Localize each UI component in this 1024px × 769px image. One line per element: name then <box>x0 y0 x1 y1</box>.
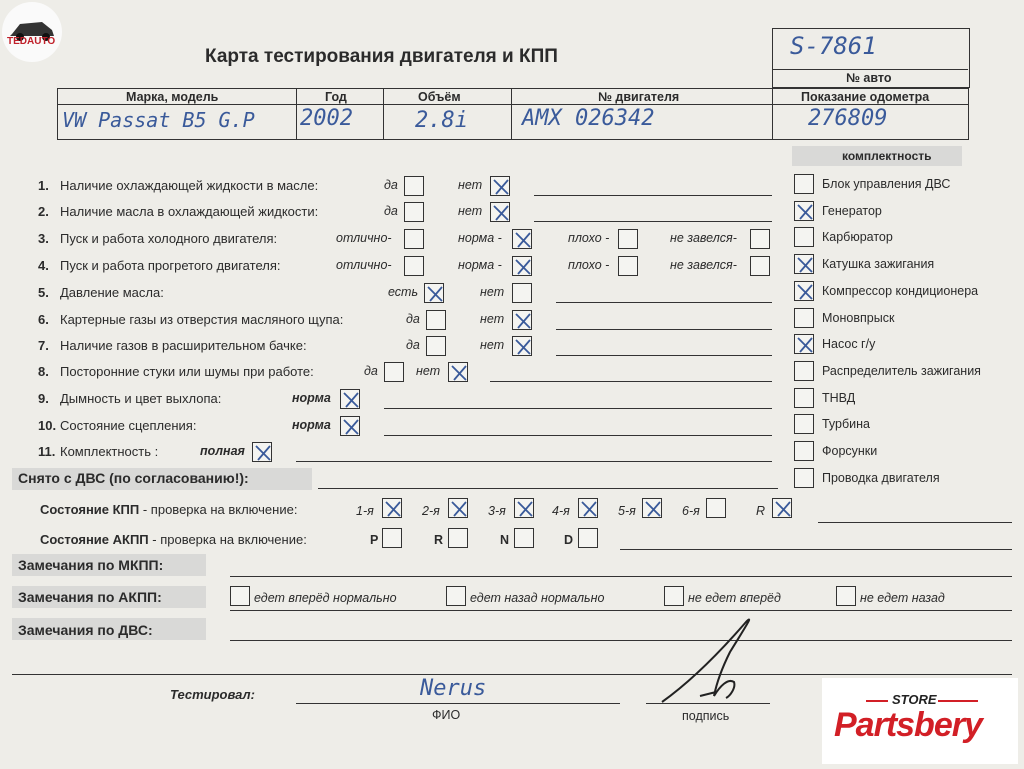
item-option: плохо - <box>568 258 610 272</box>
tedauto-text: TEDAUTO <box>7 36 56 47</box>
completeness-label: Насос г/у <box>822 337 876 352</box>
check-mark-icon <box>795 335 815 355</box>
value-odometer: 276809 <box>808 106 888 131</box>
value-engine-no: AMX 026342 <box>522 106 655 131</box>
akpp-mode-checkbox[interactable] <box>578 528 598 548</box>
value-volume: 2.8i <box>415 108 468 133</box>
item-option: да <box>406 338 420 352</box>
item-checkbox[interactable] <box>490 202 510 222</box>
completeness-label: Моновпрыск <box>822 310 895 325</box>
akpp-row <box>40 532 307 547</box>
kpp-gear-label: 5-я <box>618 504 636 518</box>
akpp-remark-label: не едет вперёд <box>688 591 781 605</box>
item-checkbox[interactable] <box>448 362 468 382</box>
item-option: нет <box>480 338 505 352</box>
header-engine-no: № двигателя <box>598 90 680 104</box>
completeness-checkbox[interactable] <box>794 227 814 247</box>
item-option: норма <box>292 418 331 432</box>
completeness-label: Генератор <box>822 203 882 218</box>
completeness-checkbox[interactable] <box>794 201 814 221</box>
kpp-gear-label: 1-я <box>356 504 374 518</box>
item-text: Картерные газы из отверстия масляного щупа: <box>60 312 344 327</box>
check-mark-icon <box>449 363 469 383</box>
item-option: отлично- <box>336 231 392 245</box>
item-number: 2. <box>38 204 49 219</box>
item-option: норма - <box>458 231 502 245</box>
akpp-remark-label: едет вперёд нормально <box>254 591 397 605</box>
item-option: полная <box>200 444 245 458</box>
akpp-mode-checkbox[interactable] <box>382 528 402 548</box>
completeness-checkbox[interactable] <box>794 281 814 301</box>
item-number: 10. <box>38 418 57 433</box>
akpp-remark-checkbox[interactable] <box>664 586 684 606</box>
item-checkbox[interactable] <box>404 229 424 249</box>
item-checkbox[interactable] <box>252 442 272 462</box>
item-checkbox[interactable] <box>750 256 770 276</box>
kpp-gear-label: 4-я <box>552 504 570 518</box>
item-option: есть <box>388 285 419 299</box>
kpp-gear-checkbox[interactable] <box>706 498 726 518</box>
item-checkbox[interactable] <box>404 176 424 196</box>
item-checkbox[interactable] <box>384 362 404 382</box>
check-mark-icon <box>491 177 511 197</box>
item-checkbox[interactable] <box>404 202 424 222</box>
item-checkbox[interactable] <box>426 310 446 330</box>
completeness-checkbox[interactable] <box>794 441 814 461</box>
check-mark-icon <box>491 203 511 223</box>
remarks-akpp-label: Замечания по АКПП: <box>18 589 162 605</box>
kpp-gear-checkbox[interactable] <box>578 498 598 518</box>
completeness-label: Проводка двигателя <box>822 470 940 485</box>
item-option: норма - <box>458 258 502 272</box>
item-option: да <box>384 178 398 192</box>
tester-name: Nerus <box>420 676 487 701</box>
completeness-label: Карбюратор <box>822 230 893 245</box>
akpp-mode-label: P <box>370 533 379 547</box>
header-year: Год <box>325 90 347 104</box>
item-option: нет <box>480 312 505 326</box>
item-text: Пуск и работа холодного двигателя: <box>60 231 278 246</box>
item-text: Состояние сцепления: <box>60 418 197 433</box>
remarks-mkpp-label: Замечания по МКПП: <box>18 557 164 573</box>
completeness-label: Катушка зажигания <box>822 257 935 272</box>
removed-label: Снято с ДВС (по согласованию!): <box>18 470 249 486</box>
signature-icon <box>650 612 770 712</box>
item-checkbox[interactable] <box>512 310 532 330</box>
item-option: нет <box>480 285 505 299</box>
check-mark-icon <box>515 499 535 519</box>
check-mark-icon <box>579 499 599 519</box>
completeness-checkbox[interactable] <box>794 308 814 328</box>
remarks-dvs-label: Замечания по ДВС: <box>18 622 153 638</box>
item-number: 4. <box>38 258 49 273</box>
check-mark-icon <box>341 417 361 437</box>
completeness-checkbox[interactable] <box>794 388 814 408</box>
check-mark-icon <box>341 390 361 410</box>
item-checkbox[interactable] <box>618 256 638 276</box>
auto-number-label: № авто <box>846 71 892 85</box>
item-checkbox[interactable] <box>750 229 770 249</box>
item-number: 7. <box>38 338 49 353</box>
item-text: Посторонние стуки или шумы при работе: <box>60 364 314 379</box>
akpp-mode-label: R <box>434 533 444 547</box>
fio-label: ФИО <box>432 708 461 722</box>
tedauto-logo <box>2 2 62 62</box>
item-checkbox[interactable] <box>340 389 360 409</box>
item-number: 5. <box>38 285 49 300</box>
item-number: 9. <box>38 391 49 406</box>
kpp-gear-label: R <box>756 504 766 518</box>
check-mark-icon <box>773 499 793 519</box>
check-mark-icon <box>383 499 403 519</box>
item-checkbox[interactable] <box>490 176 510 196</box>
item-number: 6. <box>38 312 49 327</box>
completeness-checkbox[interactable] <box>794 334 814 354</box>
kpp-gear-checkbox[interactable] <box>642 498 662 518</box>
item-text: Давление масла: <box>60 285 164 300</box>
header-volume: Объём <box>418 90 461 104</box>
kpp-gear-label: 3-я <box>488 504 506 518</box>
akpp-remark-checkbox[interactable] <box>446 586 466 606</box>
partsbery-logo <box>822 678 1018 764</box>
kpp-gear-checkbox[interactable] <box>514 498 534 518</box>
item-text: Пуск и работа прогретого двигателя: <box>60 258 281 273</box>
value-make: VW Passat B5 G.P <box>62 108 255 132</box>
completeness-label: Турбина <box>822 417 870 432</box>
completeness-label: Компрессор кондиционера <box>822 283 979 298</box>
akpp-remark-checkbox[interactable] <box>836 586 856 606</box>
item-number: 11. <box>38 444 56 459</box>
kpp-gear-checkbox[interactable] <box>772 498 792 518</box>
check-mark-icon <box>253 443 273 463</box>
item-number: 8. <box>38 364 49 379</box>
item-checkbox[interactable] <box>340 416 360 436</box>
kpp-label: Состояние КПП <box>40 502 140 517</box>
item-text: Комплектность : <box>60 444 159 459</box>
tested-by-label: Тестировал: <box>170 687 255 702</box>
check-mark-icon <box>513 257 533 277</box>
check-mark-icon <box>449 499 469 519</box>
akpp-mode-label: D <box>564 533 574 547</box>
akpp-label: Состояние АКПП <box>40 532 149 547</box>
item-checkbox[interactable] <box>512 229 532 249</box>
check-mark-icon <box>513 311 533 331</box>
item-checkbox[interactable] <box>618 229 638 249</box>
item-checkbox[interactable] <box>512 256 532 276</box>
item-text: Дымность и цвет выхлопа: <box>60 391 222 406</box>
item-option: не завелся- <box>670 258 737 272</box>
completeness-label: Распределитель зажигания <box>822 363 981 378</box>
akpp-mode-checkbox[interactable] <box>448 528 468 548</box>
completeness-checkbox[interactable] <box>794 254 814 274</box>
item-option: отлично- <box>336 258 392 272</box>
item-number: 3. <box>38 231 49 246</box>
item-text: Наличие охлаждающей жидкости в масле: <box>60 178 319 193</box>
completeness-title: комплектность <box>842 149 932 163</box>
item-option: нет <box>458 204 483 218</box>
kpp-gear-checkbox[interactable] <box>448 498 468 518</box>
kpp-suffix: - проверка на включение: <box>139 502 298 517</box>
completeness-label: ТНВД <box>822 390 856 405</box>
completeness-checkbox[interactable] <box>794 361 814 381</box>
akpp-suffix: - проверка на включение: <box>148 532 307 547</box>
check-mark-icon <box>643 499 663 519</box>
item-option: да <box>384 204 398 218</box>
auto-number-value: S-7861 <box>790 32 877 60</box>
check-mark-icon <box>795 255 815 275</box>
akpp-mode-label: N <box>500 533 510 547</box>
check-mark-icon <box>425 284 445 304</box>
item-option: плохо - <box>568 231 610 245</box>
completeness-checkbox[interactable] <box>794 414 814 434</box>
brand-store: STORE <box>892 692 937 707</box>
item-checkbox[interactable] <box>404 256 424 276</box>
item-checkbox[interactable] <box>512 336 532 356</box>
item-checkbox[interactable] <box>426 336 446 356</box>
check-mark-icon <box>795 202 815 222</box>
item-checkbox[interactable] <box>424 283 444 303</box>
completeness-checkbox[interactable] <box>794 174 814 194</box>
check-mark-icon <box>513 230 533 250</box>
page-title: Карта тестирования двигателя и КПП <box>205 46 558 67</box>
kpp-gear-label: 6-я <box>682 504 700 518</box>
signature-label: подпись <box>682 709 730 723</box>
item-text: Наличие масла в охлаждающей жидкости: <box>60 204 319 219</box>
akpp-mode-checkbox[interactable] <box>514 528 534 548</box>
check-mark-icon <box>795 282 815 302</box>
completeness-label: Форсунки <box>822 444 878 458</box>
item-option: не завелся- <box>670 231 737 245</box>
item-checkbox[interactable] <box>512 283 532 303</box>
item-option: нет <box>416 364 441 378</box>
completeness-checkbox[interactable] <box>794 468 814 488</box>
akpp-remark-checkbox[interactable] <box>230 586 250 606</box>
item-text: Наличие газов в расширительном бачке: <box>60 338 307 353</box>
header-make: Марка, модель <box>126 90 219 104</box>
item-option: да <box>364 364 378 378</box>
header-odometer: Показание одометра <box>801 90 930 104</box>
check-mark-icon <box>513 337 533 357</box>
item-option: норма <box>292 391 331 405</box>
kpp-row <box>40 502 297 517</box>
akpp-remark-label: едет назад нормально <box>470 591 605 605</box>
item-option: нет <box>458 178 483 192</box>
kpp-gear-label: 2-я <box>422 504 440 518</box>
item-number: 1. <box>38 178 49 193</box>
completeness-label: Блок управления ДВС <box>822 177 951 191</box>
value-year: 2002 <box>300 106 353 131</box>
brand-name: Partsbery <box>834 706 982 744</box>
kpp-gear-checkbox[interactable] <box>382 498 402 518</box>
item-option: да <box>406 312 420 326</box>
akpp-remark-label: не едет назад <box>860 591 945 605</box>
